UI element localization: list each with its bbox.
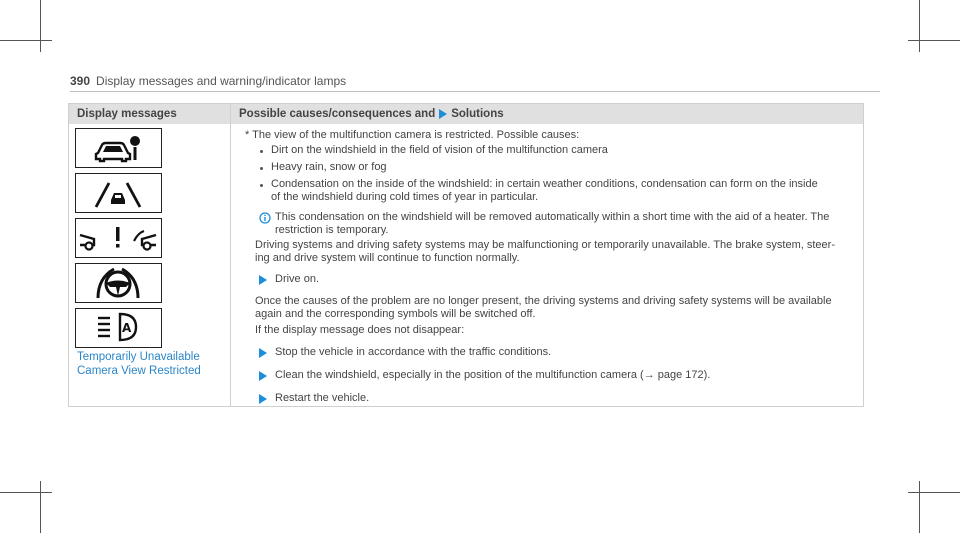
col-causes-header xyxy=(239,108,504,120)
message-table xyxy=(68,103,864,407)
if-text: If the display message does not disappear: xyxy=(255,324,465,336)
status-text xyxy=(77,350,201,378)
status-camera-restricted: Camera View Restricted xyxy=(77,365,201,377)
info-text-continued: restriction is temporary. xyxy=(275,224,389,236)
step-clean: Clean the windshield, especially in the position of the multifunction camera (→ page 172). xyxy=(275,369,711,381)
cause-item: Heavy rain, snow or fog xyxy=(271,161,387,173)
table-header xyxy=(69,104,863,124)
page-number: 390 xyxy=(70,74,91,88)
step-restart: Restart the vehicle. xyxy=(275,392,370,404)
info-icon xyxy=(259,212,271,224)
cause-item: Condensation on the inside of the windshield: in certain weather conditions, condensation can form on the inside xyxy=(271,178,818,190)
col-display-messages-header: Display messages xyxy=(77,108,177,120)
adaptive-highbeam-icon xyxy=(75,308,162,348)
status-unavailable: Temporarily Unavailable xyxy=(77,351,200,363)
bullet-icon xyxy=(260,167,263,170)
once-text: Once the causes of the problem are no longer present, the driving systems and driving safety systems will be available xyxy=(255,295,832,307)
page-title: Display messages and warning/indicator lamps xyxy=(96,74,347,88)
camera-car-icon xyxy=(75,128,162,168)
step-arrow-icon xyxy=(259,394,267,404)
info-text: This condensation on the windshield will be removed automatically within a short time with the aid of a heater. The xyxy=(275,211,830,223)
step-arrow-icon xyxy=(439,109,447,119)
cause-item: Dirt on the windshield in the field of vision of the multifunction camera xyxy=(271,144,608,156)
step-arrow-icon xyxy=(259,348,267,358)
intro-text: * The view of the multifunction camera is restricted. Possible causes: xyxy=(245,129,580,141)
step-arrow-icon xyxy=(259,275,267,285)
step-arrow-icon xyxy=(259,371,267,381)
col-causes-header-text: Possible causes/consequences and xyxy=(239,108,436,120)
header-divider xyxy=(70,91,880,92)
col-solutions-header-text: Solutions xyxy=(451,108,504,120)
svg-text:A: A xyxy=(122,321,132,335)
bullet-icon xyxy=(260,184,263,187)
once-text-continued: again and the corresponding symbols will be switched off. xyxy=(255,308,536,320)
driving-text: Driving systems and driving safety systems may be malfunctioning or temporarily unavailable. The brake system, steer- xyxy=(255,239,835,251)
page-header xyxy=(70,74,346,88)
driving-text-continued: ing and drive system will continue to function normally. xyxy=(255,252,520,264)
bullet-icon xyxy=(260,150,263,153)
step-drive-on: Drive on. xyxy=(275,273,320,285)
cause-item-continued: of the windshield during cold times of year in particular. xyxy=(271,191,539,203)
distance-warning-icon xyxy=(75,218,162,258)
road-lane-car-icon xyxy=(75,173,162,213)
steering-assist-icon xyxy=(75,263,162,303)
column-divider xyxy=(230,104,231,406)
step-stop: Stop the vehicle in accordance with the traffic conditions. xyxy=(275,346,552,358)
